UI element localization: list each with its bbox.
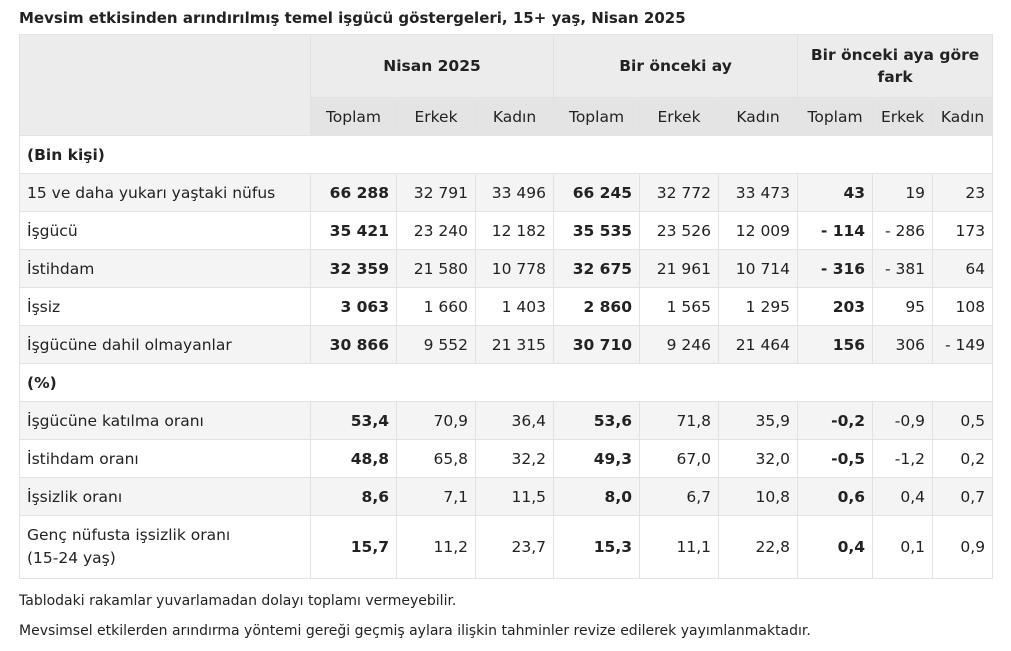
row-label-text: İşgücüne dahil olmayanlar xyxy=(27,335,232,354)
row-label xyxy=(20,174,311,212)
value-cell: - 149 xyxy=(933,326,993,364)
subheader-cell: Toplam xyxy=(554,98,640,136)
row-label-text: 15 ve daha yukarı yaştaki nüfus xyxy=(27,183,276,202)
value-cell: 8,0 xyxy=(554,478,640,516)
value-cell: 0,4 xyxy=(798,516,873,579)
value-cell: 30 710 xyxy=(554,326,640,364)
value-cell: -0,9 xyxy=(873,402,933,440)
table-row xyxy=(20,440,993,478)
value-cell: 33 496 xyxy=(476,174,554,212)
table-title: Mevsim etkisinden arındırılmış temel işgücü göstergeleri, 15+ yaş, Nisan 2025 xyxy=(19,9,686,27)
table-row xyxy=(20,288,993,326)
section-label: (Bin kişi) xyxy=(20,136,993,174)
value-cell: 95 xyxy=(873,288,933,326)
subheader-cell: Kadın xyxy=(719,98,798,136)
value-cell: 32 791 xyxy=(397,174,476,212)
value-cell: 0,7 xyxy=(933,478,993,516)
row-label xyxy=(20,478,311,516)
value-cell: 8,6 xyxy=(311,478,397,516)
section-header-row xyxy=(20,364,993,402)
subheader-cell: Toplam xyxy=(311,98,397,136)
value-cell: 306 xyxy=(873,326,933,364)
value-cell: 12 182 xyxy=(476,212,554,250)
value-cell: 1 660 xyxy=(397,288,476,326)
value-cell: 23 xyxy=(933,174,993,212)
value-cell: 33 473 xyxy=(719,174,798,212)
value-cell: 1 565 xyxy=(640,288,719,326)
value-cell: 32 675 xyxy=(554,250,640,288)
row-label-text: İstihdam xyxy=(27,259,95,278)
subheader-cell: Erkek xyxy=(640,98,719,136)
value-cell: 70,9 xyxy=(397,402,476,440)
subheader-cell: Erkek xyxy=(397,98,476,136)
value-cell: 23 526 xyxy=(640,212,719,250)
value-cell: - 381 xyxy=(873,250,933,288)
row-label-subtext: (15-24 yaş) xyxy=(27,549,116,567)
value-cell: 43 xyxy=(798,174,873,212)
value-cell: 10 714 xyxy=(719,250,798,288)
table-row xyxy=(20,478,993,516)
value-cell: 71,8 xyxy=(640,402,719,440)
row-label xyxy=(20,288,311,326)
row-label xyxy=(20,440,311,478)
value-cell: 156 xyxy=(798,326,873,364)
value-cell: 48,8 xyxy=(311,440,397,478)
value-cell: 203 xyxy=(798,288,873,326)
value-cell: 64 xyxy=(933,250,993,288)
value-cell: 21 315 xyxy=(476,326,554,364)
value-cell: 1 403 xyxy=(476,288,554,326)
value-cell: 3 063 xyxy=(311,288,397,326)
value-cell: 19 xyxy=(873,174,933,212)
value-cell: 21 580 xyxy=(397,250,476,288)
row-label-text: İşgücü xyxy=(27,221,78,240)
value-cell: 0,9 xyxy=(933,516,993,579)
table-row xyxy=(20,402,993,440)
value-cell: 9 246 xyxy=(640,326,719,364)
subheader-cell: Erkek xyxy=(873,98,933,136)
footnote-seasonal: Mevsimsel etkilerden arındırma yöntemi gereği geçmiş aylara ilişkin tahminler revize edilerek yayımlanmaktadır. xyxy=(19,623,811,639)
table-row xyxy=(20,326,993,364)
row-label xyxy=(20,250,311,288)
value-cell: 12 009 xyxy=(719,212,798,250)
value-cell: -1,2 xyxy=(873,440,933,478)
value-cell: 0,4 xyxy=(873,478,933,516)
section-header-row xyxy=(20,136,993,174)
labour-indicators-table xyxy=(19,34,993,579)
footnote-rounding: Tablodaki rakamlar yuvarlamadan dolayı toplamı vermeyebilir. xyxy=(19,593,457,609)
value-cell: - 286 xyxy=(873,212,933,250)
value-cell: 108 xyxy=(933,288,993,326)
row-label xyxy=(20,402,311,440)
value-cell: 11,5 xyxy=(476,478,554,516)
value-cell: 32 772 xyxy=(640,174,719,212)
value-cell: 21 961 xyxy=(640,250,719,288)
value-cell: 32 359 xyxy=(311,250,397,288)
value-cell: 0,2 xyxy=(933,440,993,478)
table-row xyxy=(20,174,993,212)
value-cell: 35 535 xyxy=(554,212,640,250)
value-cell: 36,4 xyxy=(476,402,554,440)
table-row xyxy=(20,516,993,579)
row-label xyxy=(20,326,311,364)
value-cell: - 316 xyxy=(798,250,873,288)
section-label: (%) xyxy=(20,364,993,402)
value-cell: 65,8 xyxy=(397,440,476,478)
table-row xyxy=(20,250,993,288)
value-cell: 53,4 xyxy=(311,402,397,440)
value-cell: 32,0 xyxy=(719,440,798,478)
value-cell: 0,6 xyxy=(798,478,873,516)
value-cell: 35,9 xyxy=(719,402,798,440)
value-cell: 173 xyxy=(933,212,993,250)
value-cell: 32,2 xyxy=(476,440,554,478)
value-cell: -0,2 xyxy=(798,402,873,440)
value-cell: 6,7 xyxy=(640,478,719,516)
value-cell: - 114 xyxy=(798,212,873,250)
value-cell: 23 240 xyxy=(397,212,476,250)
value-cell: 35 421 xyxy=(311,212,397,250)
value-cell: 10 778 xyxy=(476,250,554,288)
group-header-difference: Bir önceki aya göre fark xyxy=(798,35,993,98)
value-cell: 9 552 xyxy=(397,326,476,364)
value-cell: 30 866 xyxy=(311,326,397,364)
value-cell: 0,1 xyxy=(873,516,933,579)
value-cell: 67,0 xyxy=(640,440,719,478)
value-cell: 22,8 xyxy=(719,516,798,579)
value-cell: 1 295 xyxy=(719,288,798,326)
row-label xyxy=(20,516,311,579)
value-cell: 2 860 xyxy=(554,288,640,326)
value-cell: 49,3 xyxy=(554,440,640,478)
value-cell: 10,8 xyxy=(719,478,798,516)
subheader-cell: Kadın xyxy=(476,98,554,136)
value-cell: 21 464 xyxy=(719,326,798,364)
value-cell: -0,5 xyxy=(798,440,873,478)
value-cell: 0,5 xyxy=(933,402,993,440)
value-cell: 66 245 xyxy=(554,174,640,212)
row-label-text: İstihdam oranı xyxy=(27,449,139,468)
group-header-previous: Bir önceki ay xyxy=(554,35,798,98)
value-cell: 15,3 xyxy=(554,516,640,579)
value-cell: 11,2 xyxy=(397,516,476,579)
value-cell: 11,1 xyxy=(640,516,719,579)
value-cell: 7,1 xyxy=(397,478,476,516)
value-cell: 66 288 xyxy=(311,174,397,212)
subheader-cell: Toplam xyxy=(798,98,873,136)
table-row xyxy=(20,212,993,250)
subheader-cell: Kadın xyxy=(933,98,993,136)
row-label-text: Genç nüfusta işsizlik oranı xyxy=(27,526,231,544)
row-label xyxy=(20,212,311,250)
row-label-text: İşsizlik oranı xyxy=(27,487,123,506)
value-cell: 23,7 xyxy=(476,516,554,579)
value-cell: 15,7 xyxy=(311,516,397,579)
row-label-text: İşgücüne katılma oranı xyxy=(27,411,204,430)
group-header-current: Nisan 2025 xyxy=(311,35,554,98)
header-corner xyxy=(20,35,311,136)
row-label-text: İşsiz xyxy=(27,297,61,316)
value-cell: 53,6 xyxy=(554,402,640,440)
